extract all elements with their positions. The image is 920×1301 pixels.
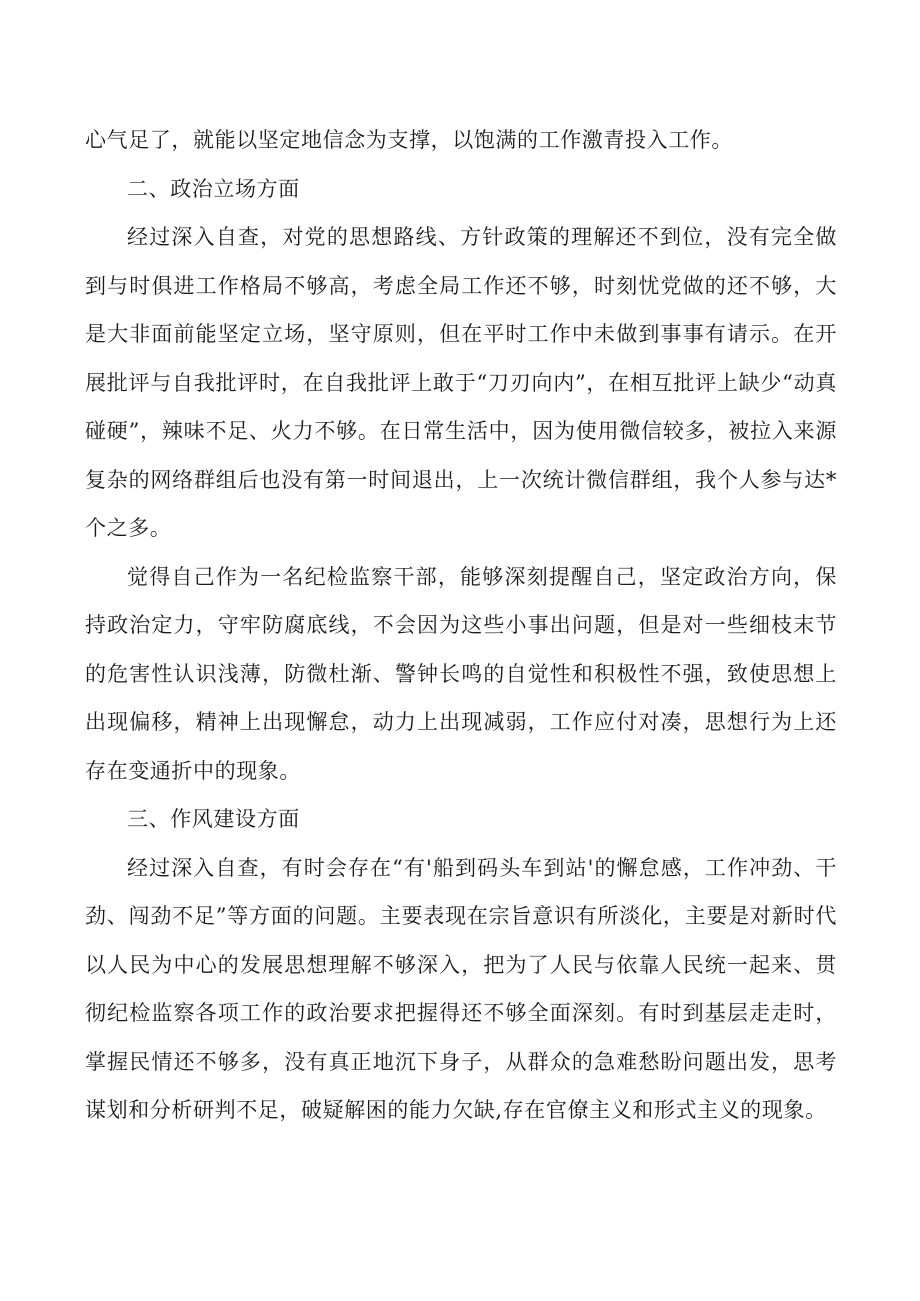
- paragraph-continuation: 心气足了，就能以坚定地信念为支撑，以饱满的工作激青投入工作。: [85, 128, 733, 152]
- section-heading-political-stance: 二、政治立场方面: [127, 176, 300, 201]
- section-heading-work-style: 三、作风建设方面: [127, 807, 300, 831]
- paragraph-work-style-self-check: 经过深入自查，有时会存在“有'船到码头车到站'的懈怠感，工作冲劲、干劲、闯劲不足”等方面的问题。主要表现在宗旨意识有所淡化，主要是对新时代以人民为中心的发展思想理解不够深入，把为了人民与依靠人民统一起来、贯彻纪检监察各项工作的政治要求把握得还不够全面深刻。有时到基层走走时，掌握民情还不够多，没有真正地沉下身子，从群众的急难愁盼问题出发，思考谋划和分析研判不足，破疑解困的能力欠缺,存在官僚主义和形式主义的现象。: [85, 855, 837, 1122]
- paragraph-political-stance-self-check: 经过深入自查，对党的思想路线、方针政策的理解还不到位，没有完全做到与时俱进工作格局不够高，考虑全局工作还不够，时刻忧党做的还不够，大是大非面前能坚定立场，坚守原则，但在平时工作中未做到事事有请示。在开展批评与自我批评时，在自我批评上敢于“刀刃向内”，在相互批评上缺少“动真碰硬”，辣味不足、火力不够。在日常生活中，因为使用微信较多，被拉入来源复杂的网络群组后也没有第一时间退出，上一次统计微信群组，我个人参与达*个之多。: [85, 225, 837, 540]
- document-page: [85, 116, 837, 1135]
- paragraph-political-stance-reflection: 觉得自己作为一名纪检监察干部，能够深刻提醒自己，坚定政治方向，保持政治定力，守牢防腐底线，不会因为这些小事出问题，但是对一些细枝末节的危害性认识浅薄，防微杜渐、警钟长鸣的自觉性和积极性不强，致使思想上出现偏移，精神上出现懈怠，动力上出现减弱，工作应付对凑，思想行为上还存在变通折中的现象。: [85, 564, 837, 783]
